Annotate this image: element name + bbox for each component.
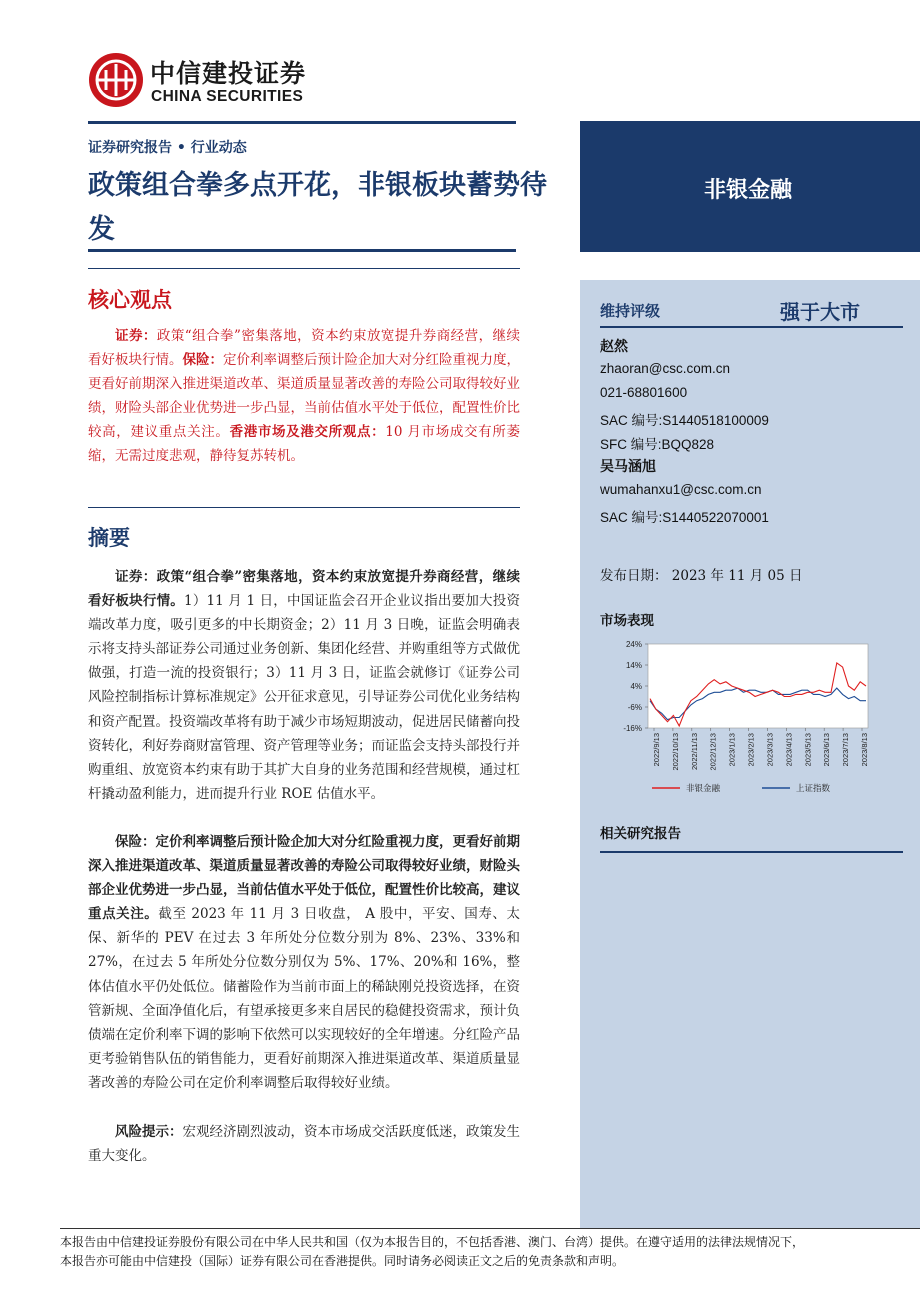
sector-banner [580, 121, 920, 252]
brand-logo [88, 52, 328, 110]
y-tick-label: 14% [625, 661, 642, 670]
emphasis-text: 风险提示： [115, 1124, 183, 1140]
title-rule-thin [88, 268, 520, 269]
x-tick-label: 2022/11/13 [689, 733, 699, 770]
body-text: 10 月市场成交有所萎缩，无需过度悲观，静待复苏转机。 [88, 424, 520, 465]
analyst-name: 吴马涵旭 [600, 459, 656, 475]
summary-paragraph-insurance [88, 830, 520, 1095]
x-tick-label: 2022/9/13 [651, 733, 661, 767]
x-tick-label: 2023/4/13 [784, 733, 794, 767]
emphasis-text: 证券： [115, 328, 157, 344]
related-reports-rule [600, 851, 903, 853]
related-reports-heading: 相关研究报告 [600, 826, 681, 842]
y-tick-label: 24% [625, 640, 642, 649]
body-text: 宏观经济剧烈波动，资本市场成交活跃度低迷，政策发生重大变化。 [88, 1124, 520, 1165]
y-tick-label: -16% [623, 724, 642, 733]
publish-date: 发布日期： 2023 年 11 月 05 日 [600, 568, 803, 584]
x-tick-label: 2023/5/13 [803, 733, 813, 767]
emphasis-text: 保险：定价利率调整后预计险企加大对分红险重视力度，更看好前期深入推进渠道改革、渠道质量显著改善的寿险公司取得较好业绩，财险头部企业优势进一步凸显，当前估值水平处于低位，配置性价比较高，建议重点关注。 [88, 834, 520, 923]
sector-label: 非银金融 [703, 178, 792, 203]
report-title: 政策组合拳多点开花，非银板块蓄势待发 [88, 170, 547, 245]
brand-name-en: CHINA SECURITIES [151, 88, 304, 105]
emphasis-text: 保险： [182, 352, 223, 369]
x-tick-label: 2023/8/13 [859, 733, 869, 767]
title-rule [88, 249, 516, 252]
x-tick-label: 2023/6/13 [822, 733, 832, 767]
body-text: 1）11 月 1 日，中国证监会召开企业议指出要加大投资端改革力度，吸引更多的中长期资金；2）11 月 3 日晚，证监会明确表示将支持头部证券公司通过业务创新、集团化经营、并购重组等方式做优做强，打造一流的投资银行；3）11 月 3 日，证监会就修订《证券公司风险控制指标计算标准规定》公开征求意见，引导证券公司优化业务结构和资产配置。投资端改革将有助于减少市场短期波动，促进居民储蓄向投资转化，利好券商财富管理、资产管理等业务；而证监会支持头部投行并购重组、放宽资本约束有助于其扩大自身的业务范围和经营规模，通过杠杆撬动盈利能力，进而提升行业 ROE 估值水平。 [88, 593, 520, 802]
x-tick-label: 2022/10/13 [670, 733, 680, 771]
analyst-email[interactable]: wumahanxu1@csc.com.cn [600, 482, 762, 497]
summary-heading: 摘要 [88, 526, 130, 550]
disclaimer-line: 本报告亦可能由中信建投（国际）证券有限公司在香港提供。同时请务必阅读正文之后的免责条款和声明。 [60, 1254, 625, 1268]
body-text: 截至 2023 年 11 月 3 日收盘， A 股中，平安、国寿、太保、新华的 PEV 在过去 3 年所处分位数分别为 8%、23%、33%和 27%，在过去 5 年所处分位数分别仅为 5%、17%、20%和 16%，整体估值水平仍处低位。储蓄险作为当前市面上的稀缺刚兑投资选择，在资管新规、全面净值化后，有望承接更多来自居民的稳健投资需求，预计负债端在定价利率下调的影响下依然可以实现较好的全年增速。分红险产品更考验销售队伍的销售能力，更看好前期深入推进渠道改革、渠道质量显著改善的寿险公司在定价利率调整后取得较好业绩。 [88, 906, 521, 1091]
body-text: 政策“组合拳”密集落地，资本约束放宽提升券商经营，继续看好板块行情。 [88, 328, 521, 369]
analyst-sfc-number: SFC 编号:BQQ828 [600, 437, 715, 452]
summary-paragraph-securities [88, 565, 520, 806]
core-views-text [88, 324, 520, 469]
rating-rule [600, 326, 903, 328]
analyst-sac-number: SAC 编号:S1440522070001 [600, 510, 769, 525]
emphasis-text: 证券：政策“组合拳”密集落地，资本约束放宽提升券商经营，继续看好板块行情。 [88, 569, 520, 610]
footer-rule [60, 1228, 920, 1229]
x-tick-label: 2023/3/13 [765, 733, 775, 767]
disclaimer-line: 本报告由中信建投证券股份有限公司在中华人民共和国（仅为本报告目的，不包括香港、澳门、台湾）提供。在遵守适用的法律法规情况下， [60, 1235, 805, 1249]
market-performance-chart [600, 632, 875, 802]
y-tick-label: 4% [630, 682, 642, 691]
rating-label: 维持评级 [600, 302, 661, 320]
breadcrumb: 证券研究报告 • 行业动态 [88, 140, 247, 156]
x-tick-label: 2023/7/13 [841, 733, 851, 767]
x-tick-label: 2023/1/13 [727, 733, 737, 767]
rating-value: 强于大市 [780, 300, 860, 324]
y-tick-label: -6% [627, 703, 642, 712]
emphasis-text: 香港市场及港交所观点： [229, 424, 386, 441]
china-securities-logo-icon [88, 52, 144, 108]
top-rule [88, 121, 516, 124]
x-tick-label: 2022/12/13 [708, 733, 718, 771]
analyst-name: 赵然 [600, 339, 628, 355]
market-performance-heading: 市场表现 [600, 613, 654, 629]
disclaimer-footer [60, 1233, 920, 1271]
body-text: 定价利率调整后预计险企加大对分红险重视力度，更看好前期深入推进渠道改革、渠道质量显著改善的寿险公司取得较好业绩，财险头部企业优势进一步凸显，当前估值水平处于低位，配置性价比较高，建议重点关注。 [88, 352, 520, 441]
analyst-phone: 021-68801600 [600, 385, 688, 400]
x-tick-label: 2023/2/13 [746, 733, 756, 767]
analyst-email[interactable]: zhaoran@csc.com.cn [600, 361, 731, 376]
analyst-sac-number: SAC 编号:S1440518100009 [600, 413, 769, 428]
legend-label: 上证指数 [796, 783, 831, 793]
summary-rule [88, 507, 520, 508]
brand-name-cn: 中信建投证券 [150, 59, 307, 88]
core-views-heading: 核心观点 [88, 288, 172, 312]
summary-paragraph-risk [88, 1120, 520, 1168]
legend-label: 非银金融 [686, 783, 721, 793]
